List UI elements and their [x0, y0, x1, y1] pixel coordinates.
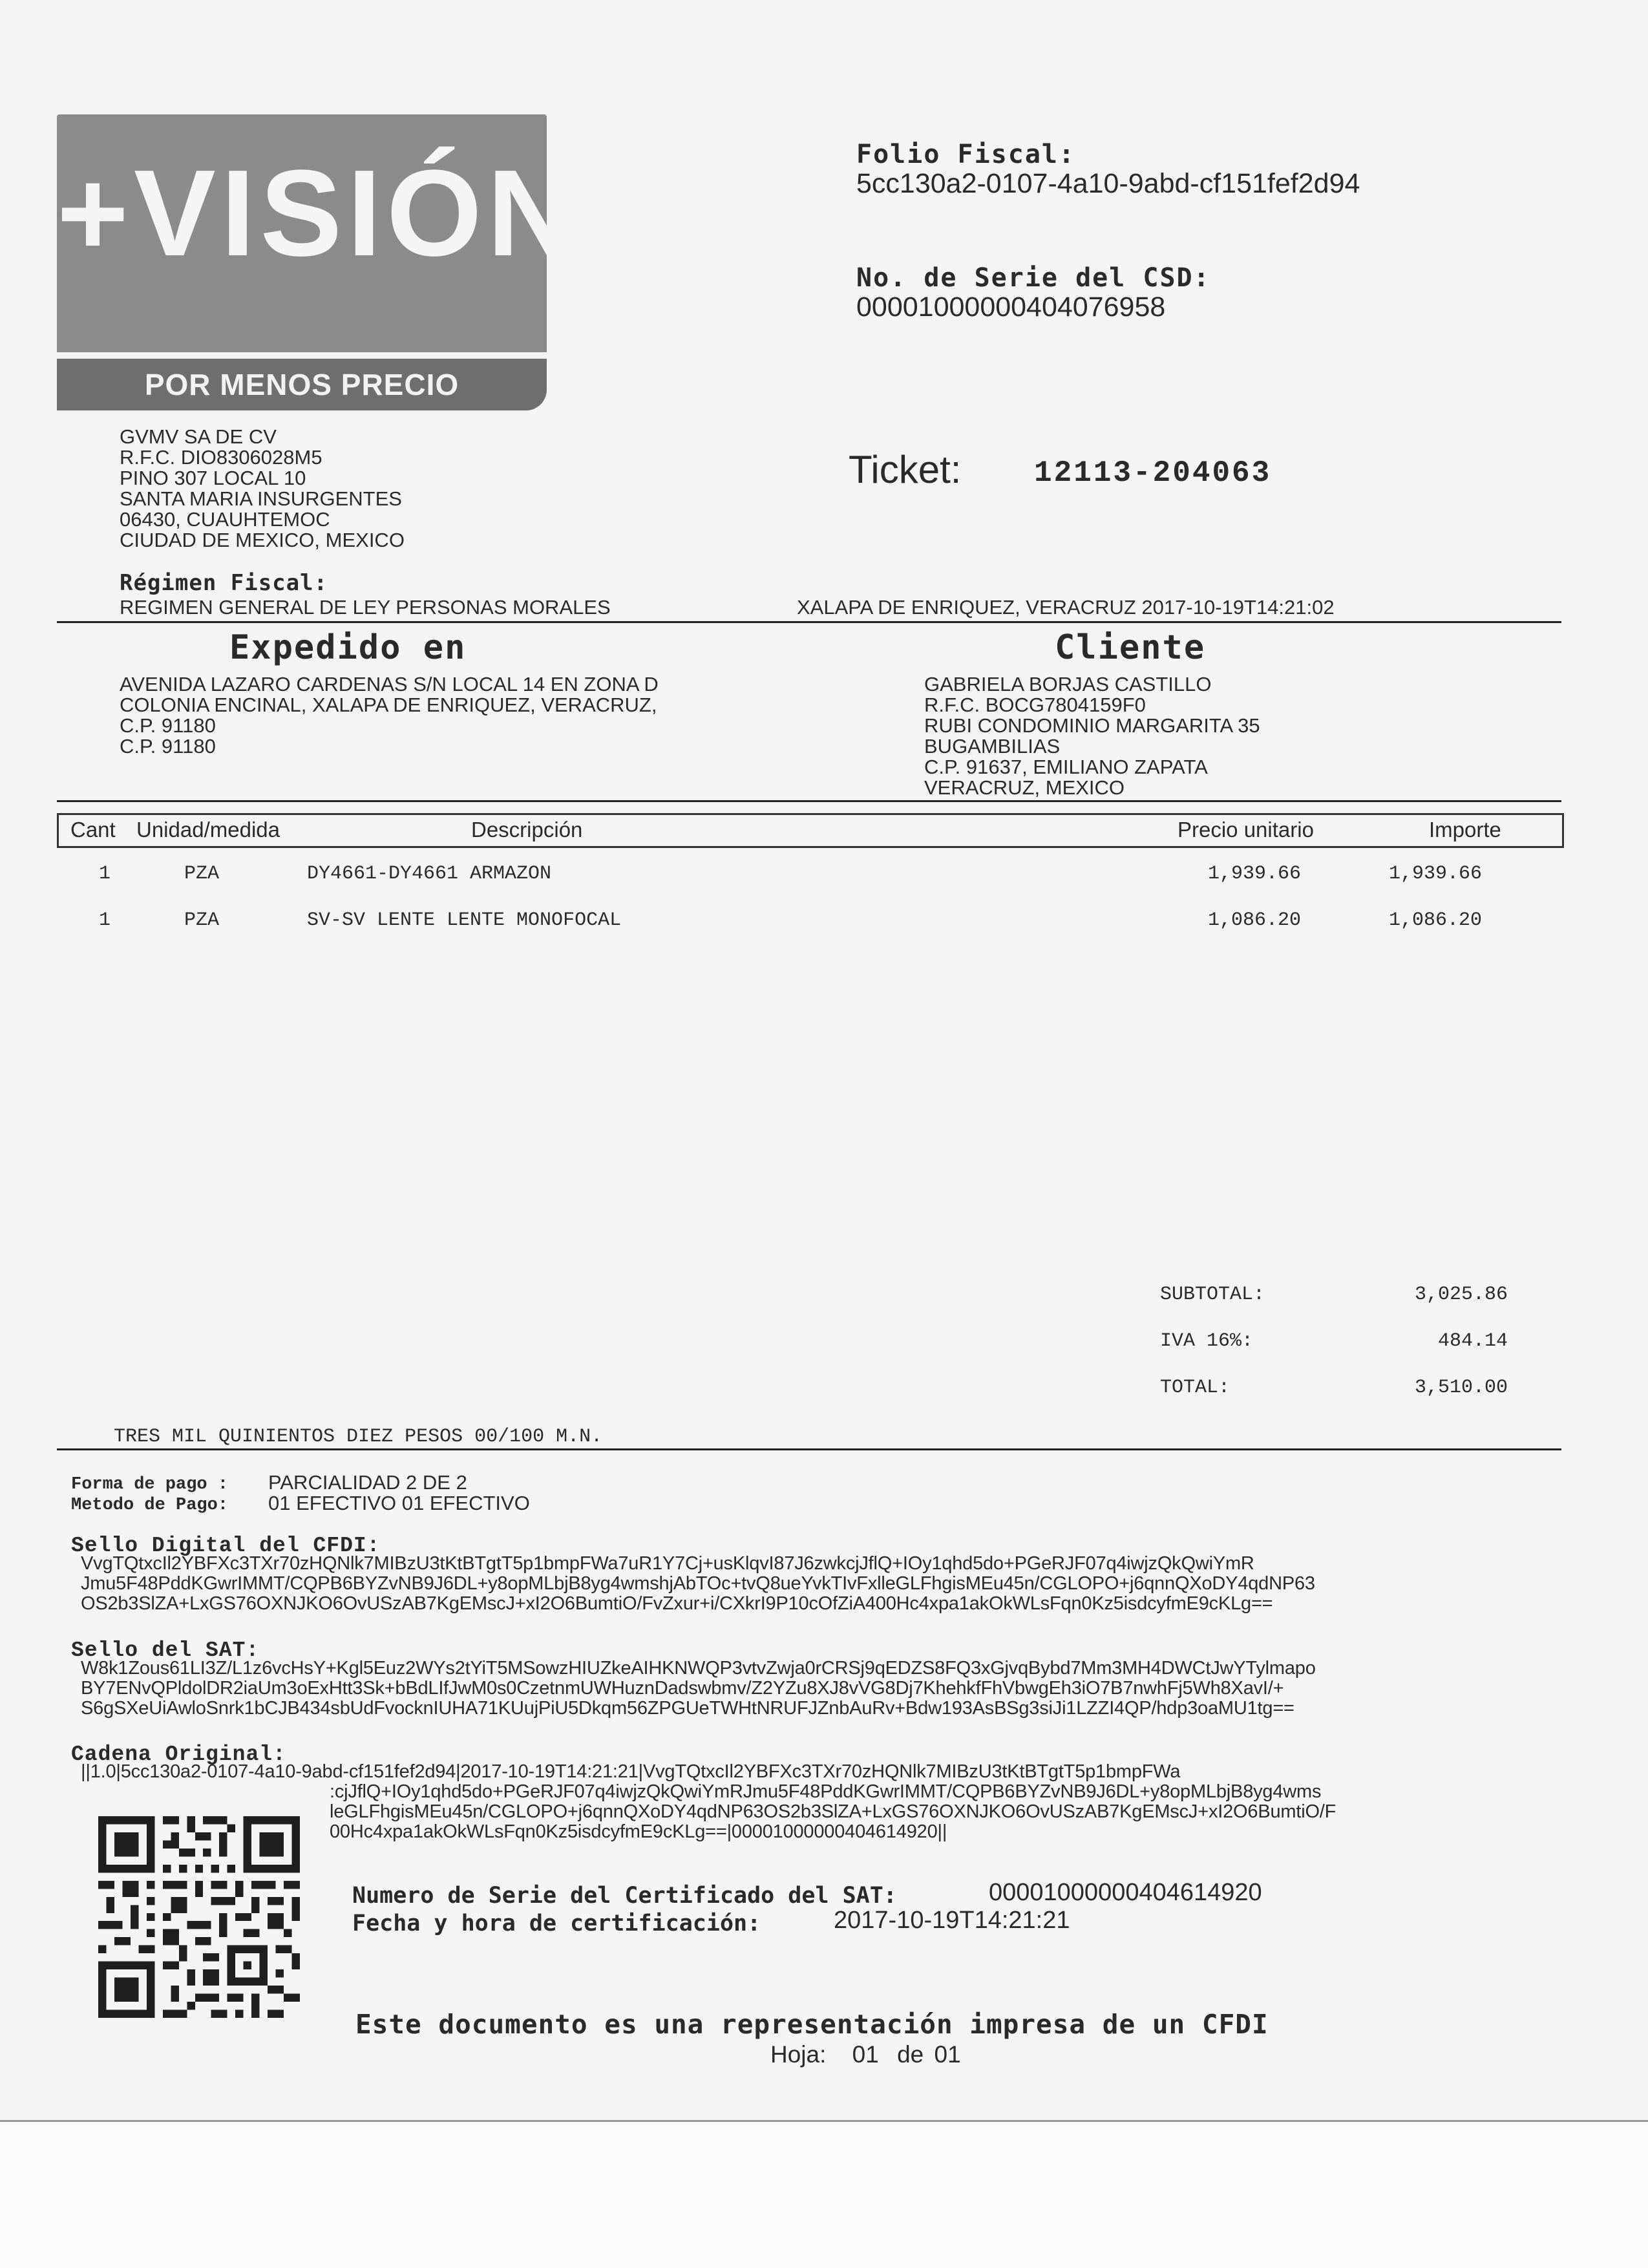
cliente-block — [924, 674, 1260, 798]
forma-pago-value: PARCIALIDAD 2 DE 2 — [268, 1471, 467, 1494]
row-unidad: PZA — [184, 863, 220, 885]
cadena-line: leGLFhgisMEu45n/CGLOPO+j6qnnQXoDY4qdNP63OS2b3SlZA+LxGS76OXNJKO6OvUSzAB7KgEMscJ+xI2O6BumtiO/F — [330, 1801, 1336, 1822]
sello-cfdi-label: Sello Digital del CFDI: — [71, 1534, 381, 1558]
table-row — [57, 863, 1561, 889]
amount-in-words: TRES MIL QUINIENTOS DIEZ PESOS 00/100 M.N. — [114, 1426, 603, 1448]
regimen-label: Régimen Fiscal: — [120, 570, 328, 596]
sello-sat-line: BY7ENvQPldolDR2iaUm3oExHtt3Sk+bBdLIfJwM0s0CzetnmUWHuznDadswbmv/Z2YZu8XJ8vVG8Dj7KhehkfFhVbwgEh3iO7B7nwhFj5Wh8XavI/+ — [81, 1678, 1284, 1699]
sello-sat-line: S6gSXeUiAwloSnrk1bCJB434sbUdFvocknIUHA71KUujPiU5Dkqm56ZPGUeTWHtNRUFJZnbAuRv+Bdw193AsBSg3siJi1LZZI4QP/hdp3oaMU1tg== — [81, 1698, 1294, 1719]
scan-margin — [0, 2122, 1648, 2268]
expedido-line: COLONIA ENCINAL, XALAPA DE ENRIQUEZ, VERACRUZ, — [120, 694, 657, 716]
row-importe: 1,086.20 — [1388, 909, 1482, 931]
folio-fiscal-label: Folio Fiscal: — [856, 140, 1076, 169]
cliente-cp: C.P. 91637, EMILIANO ZAPATA — [924, 756, 1208, 778]
issuer-block — [120, 427, 405, 551]
csd-serie-value: 00001000000404076958 — [856, 291, 1166, 323]
cliente-state: VERACRUZ, MEXICO — [924, 776, 1125, 799]
cliente-rfc: R.F.C. BOCG7804159F0 — [924, 694, 1146, 716]
col-importe: Importe — [1429, 818, 1501, 842]
page-indicator — [770, 2041, 961, 2068]
divider-bottom — [57, 1448, 1561, 1450]
issuer-street: PINO 307 LOCAL 10 — [120, 467, 306, 489]
expedido-line: AVENIDA LAZARO CARDENAS S/N LOCAL 14 EN ZONA D — [120, 673, 659, 695]
cfdi-representation: Este documento es una representación impresa de un CFDI — [355, 2009, 1269, 2040]
total-label: TOTAL: — [1160, 1377, 1231, 1399]
logo-wordmark: +VISIÓN — [57, 145, 581, 282]
sello-cfdi-block — [81, 1554, 1315, 1614]
ticket-value: 12113-204063 — [1034, 456, 1272, 490]
vision-logo — [57, 114, 581, 410]
divider-top — [57, 621, 1561, 623]
cadena-line: :cjJflQ+IOy1qhd5do+PGeRJF07q4iwjzQkQwiYmRJmu5F48PddKGwrIMMT/CQPB6BYZvNB9J6DL+y8opMLbjB8yg4wms — [330, 1781, 1322, 1802]
cert-serie-value: 00001000000404614920 — [989, 1879, 1262, 1906]
issuer-colonia: SANTA MARIA INSURGENTES — [120, 487, 402, 510]
sello-cfdi-line: Jmu5F48PddKGwrIMMT/CQPB6BYZvNB9J6DL+y8opMLbjB8yg4wmshjAbTOc+tvQ8ueYvkTIvFxlleGLFhgisMEu45n/CGLOPO+j6qnnQXoDY4qdNP63 — [81, 1573, 1315, 1594]
cadena-line: 00Hc4xpa1akOkWLsFqn0Kz5isdcyfmE9cKLg==|00001000000404614920|| — [330, 1821, 947, 1842]
divider-items — [57, 800, 1561, 802]
cadena-original-label: Cadena Original: — [71, 1743, 286, 1766]
expedido-block — [120, 674, 659, 757]
iva-value: 484.14 — [1437, 1330, 1508, 1352]
cert-serie-label: Numero de Serie del Certificado del SAT: — [352, 1883, 897, 1909]
hoja-label: Hoja: — [770, 2041, 827, 2068]
subtotal-label: SUBTOTAL: — [1160, 1284, 1265, 1306]
table-row — [57, 909, 1561, 935]
expedido-line: C.P. 91180 — [120, 714, 216, 737]
cliente-colonia: BUGAMBILIAS — [924, 735, 1061, 758]
row-precio: 1,086.20 — [1207, 909, 1301, 931]
cliente-title: Cliente — [1055, 628, 1206, 667]
logo-top-panel — [57, 114, 581, 352]
col-unidad: Unidad/medida — [136, 818, 280, 842]
regimen-value: REGIMEN GENERAL DE LEY PERSONAS MORALES — [120, 596, 611, 619]
metodo-pago-label: Metodo de Pago: — [71, 1496, 229, 1515]
cadena-line: ||1.0|5cc130a2-0107-4a10-9abd-cf151fef2d94|2017-10-19T14:21:21|VvgTQtxcIl2YBFXc3TXr70zHQNlk7MIBzU3tKtBTgtT5p1bmpFWa — [81, 1761, 1181, 1782]
cert-fecha-value: 2017-10-19T14:21:21 — [834, 1907, 1070, 1934]
cliente-street: RUBI CONDOMINIO MARGARITA 35 — [924, 714, 1260, 737]
de-label: de — [897, 2041, 924, 2068]
row-cant: 1 — [99, 863, 111, 885]
col-descripcion: Descripción — [471, 818, 583, 842]
forma-pago-label: Forma de pago : — [71, 1475, 229, 1494]
issuer-city: CIUDAD DE MEXICO, MEXICO — [120, 529, 405, 551]
sello-sat-label: Sello del SAT: — [71, 1638, 260, 1662]
cliente-name: GABRIELA BORJAS CASTILLO — [924, 673, 1212, 695]
col-cant: Cant — [70, 818, 116, 842]
col-precio: Precio unitario — [1178, 818, 1314, 842]
place-date: XALAPA DE ENRIQUEZ, VERACRUZ 2017-10-19T14:21:02 — [797, 596, 1335, 619]
expedido-title: Expedido en — [229, 628, 467, 667]
issuer-rfc: R.F.C. DIO8306028M5 — [120, 446, 322, 469]
row-descripcion: DY4661-DY4661 ARMAZON — [307, 863, 552, 885]
row-unidad: PZA — [184, 909, 220, 931]
csd-serie-label: No. de Serie del CSD: — [856, 263, 1210, 293]
total-value: 3,510.00 — [1414, 1377, 1508, 1399]
metodo-pago-value: 01 EFECTIVO 01 EFECTIVO — [268, 1492, 530, 1514]
row-importe: 1,939.66 — [1388, 863, 1482, 885]
sello-sat-line: W8k1Zous61LI3Z/L1z6vcHsY+Kgl5Euz2WYs2tYiT5MSowzHIUZkeAIHKNWQP3vtvZwja0rCRSj9qEDZS8FQ3xGjvqBybd7Mm3MH4DWCtJwYTylmapo — [81, 1658, 1316, 1679]
issuer-cp: 06430, CUAUHTEMOC — [120, 508, 330, 531]
qr-code — [98, 1816, 300, 2018]
subtotal-value: 3,025.86 — [1414, 1284, 1508, 1306]
row-cant: 1 — [99, 909, 111, 931]
row-descripcion: SV-SV LENTE LENTE MONOFOCAL — [307, 909, 622, 931]
sello-cfdi-line: VvgTQtxcIl2YBFXc3TXr70zHQNlk7MIBzU3tKtBTgtT5p1bmpFWa7uR1Y7Cj+usKlqvI87J6zwkcjJflQ+IOy1qhd5do+PGeRJF07q4iwjzQkQwiYmR — [81, 1553, 1254, 1574]
items-table-header — [57, 813, 1564, 848]
iva-label: IVA 16%: — [1160, 1330, 1254, 1352]
cert-fecha-label: Fecha y hora de certificación: — [352, 1911, 761, 1936]
ticket-label: Ticket: — [849, 448, 962, 491]
folio-fiscal-value: 5cc130a2-0107-4a10-9abd-cf151fef2d94 — [856, 168, 1360, 199]
de-value: 01 — [934, 2041, 961, 2068]
issuer-name: GVMV SA DE CV — [120, 425, 277, 448]
hoja-value: 01 — [852, 2041, 879, 2068]
sello-sat-block — [81, 1659, 1316, 1719]
sello-cfdi-line: OS2b3SlZA+LxGS76OXNJKO6OvUSzAB7KgEMscJ+xI2O6BumtiO/FvZxur+i/CXkrI9P10cOfZiA400Hc4xpa1akOkWLsFqn0Kz5isdcyfmE9cKLg== — [81, 1593, 1273, 1614]
logo-tagline: POR MENOS PRECIO — [57, 359, 547, 410]
expedido-line: C.P. 91180 — [120, 735, 216, 758]
row-precio: 1,939.66 — [1207, 863, 1301, 885]
